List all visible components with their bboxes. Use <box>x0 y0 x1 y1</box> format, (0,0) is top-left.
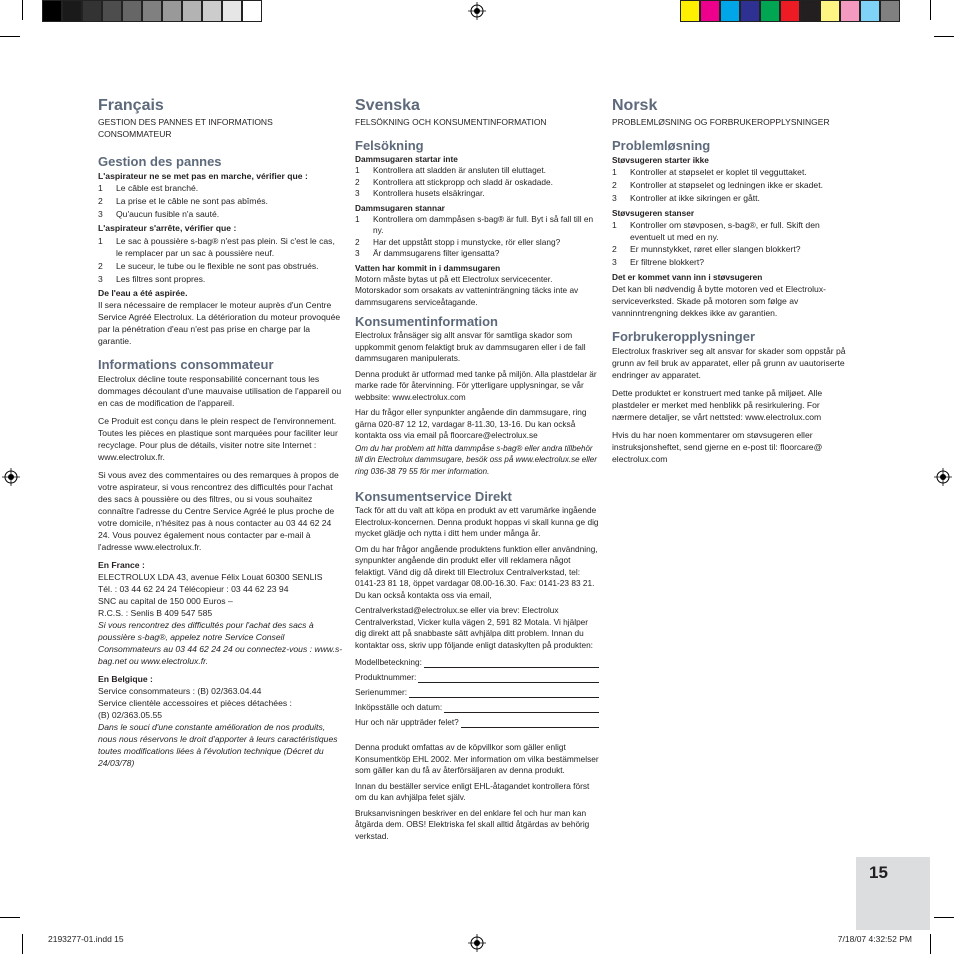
paragraph: Electrolux décline toute responsabilité concernant tous les dommages découlant d'une mauvaise utilisation de l'appareil ou en cas de modification de l'appareil. <box>98 374 342 408</box>
paragraph: Tack för att du valt att köpa en produkt av ett varumärke ingående Electrolux-koncernen. Denna produkt hoppas vi skall kunna ge dig mycket glädje och nytta i ditt hem under många år. <box>355 505 599 538</box>
list-item: 2 Har det uppstått stopp i munstycke, rör eller slang? <box>355 236 561 247</box>
form-field-product-number: Produktnummer: <box>355 672 599 683</box>
paragraph: Denna produkt är utformad med tanke på miljön. Alla plastdelar är marke rade för återvinning. För ytterligare upplysningar, se vår webbsite: www.electrolux.com <box>355 368 597 402</box>
list-item: 3 Les filtres sont propres. <box>98 274 206 284</box>
section-heading: Gestion des pannes <box>98 154 222 169</box>
address-line: R.C.S. : Senlis B 409 547 585 <box>98 608 213 618</box>
note: Si vous rencontrez des difficultés pour l'achat des sacs à poussière s-bag®, appelez notre Service Conseil Consommateurs au 03 44 62 24 24 ou connectez-vous : www.s-bag.net ou www.electrolux.fr. <box>98 620 343 666</box>
color-swatch <box>760 0 780 22</box>
color-swatch <box>42 0 62 22</box>
crop-mark <box>22 934 23 954</box>
section-heading: Konsumentinformation <box>355 314 498 329</box>
list-item: 2 Kontrollera att stickpropp och sladd är oskadade. <box>355 176 553 187</box>
registration-mark-icon <box>468 2 486 20</box>
color-swatch <box>840 0 860 22</box>
list-item: 3 Kontroller at ikke sikringen er gått. <box>612 193 760 203</box>
column-norwegian <box>612 96 852 465</box>
color-swatch <box>720 0 740 22</box>
form-field-fault: Hur och när uppträder felet? <box>355 717 599 728</box>
color-swatch <box>102 0 122 22</box>
question: Det er kommet vann inn i støvsugeren <box>612 272 763 282</box>
list-item: 3 Er filtrene blokkert? <box>612 257 705 267</box>
address-line: SNC au capital de 150 000 Euros – <box>98 596 233 606</box>
color-swatch <box>800 0 820 22</box>
color-swatch <box>860 0 880 22</box>
form-field-purchase: Inköpsställe och datum: <box>355 702 599 713</box>
page-number: 15 <box>869 863 888 882</box>
paragraph: par la pénétration d'eau n'est pas prise en charge par la garantie. <box>98 324 311 346</box>
paragraph: Ce Produit est conçu dans le plein respect de l'environnement. Toutes les pièces en plastique sont marquées pour faciliter leur recyclage. Pour plus de détails, visiter notre site Internet : www.electrolux.fr. <box>98 416 338 462</box>
contact-heading: En Belgique : <box>98 674 153 684</box>
list-item: 2 Kontroller at støpselet og ledningen ikke er skadet. <box>612 180 823 190</box>
column-french <box>98 96 343 769</box>
section-heading: Informations consommateur <box>98 357 274 372</box>
list-item: 2 Er munnstykket, røret eller slangen blokkert? <box>612 244 801 254</box>
crop-mark <box>0 36 20 37</box>
crop-mark <box>22 0 23 20</box>
crop-mark <box>930 934 931 954</box>
color-swatch <box>700 0 720 22</box>
color-swatch <box>82 0 102 22</box>
paragraph: Service Agréé Electrolux. La détérioration du moteur provoquée <box>98 312 341 322</box>
color-swatch <box>780 0 800 22</box>
slug-filename: 2193277-01.indd 15 <box>48 934 124 944</box>
address-line: (B) 02/363.05.55 <box>98 710 163 720</box>
question: De l'eau a été aspirée. <box>98 288 188 298</box>
form-field-model: Modellbeteckning: <box>355 657 599 668</box>
paragraph: Innan du beställer service enligt EHL-åtagandet kontrollera först om du kan avhjälpa felet själv. <box>355 780 590 802</box>
language-subtitle: PROBLEMLØSNING OG FORBRUKEROPPLYSNINGER <box>612 117 830 127</box>
list-item: 3 Qu'aucun fusible n'a sauté. <box>98 209 220 219</box>
note: Om du har problem att hitta dammpåse s-bag® eller andra tillbehör till din Electrolux dammsugare, besök oss på www.electrolux.se eller ring 036-38 79 55 för mer information. <box>355 443 597 476</box>
paragraph: Bruksanvisningen beskriver en del enklare fel och hur man kan åtgärda dem. OBS! Elektriska fel skall alltid åtgärdas av behörig verkstad. <box>355 807 590 841</box>
color-swatch <box>242 0 262 22</box>
crop-mark <box>934 917 954 918</box>
paragraph: Om du har frågor angående produktens funktion eller användning, synpunkter angående din produkt eller vill reklamera något felaktigt. Vänd dig då direkt till Electrolux Centralverkstad, tel: 0141-23 81 18, öppet vardagar 08.00-16.30. Fax: 0141-23 83 21. Du kan också kontakta oss via email, <box>355 543 598 600</box>
color-swatch <box>202 0 222 22</box>
form-field-serial-number: Serienummer: <box>355 687 599 698</box>
section-heading: Problemløsning <box>612 138 711 153</box>
question: L'aspirateur s'arrête, vérifier que : <box>98 223 237 233</box>
language-title: Svenska <box>355 97 420 114</box>
list-item: 1 Kontrollera att sladden är ansluten till eluttaget. <box>355 165 546 175</box>
page-number-box <box>856 857 930 930</box>
crop-mark <box>934 36 954 37</box>
color-swatch <box>880 0 900 22</box>
paragraph: Det kan bli nødvendig å bytte motoren ved et Electrolux-serviceverksted. Skade på motoren som følge av vanninntrengning dekkes ikke av garantien. <box>612 284 827 318</box>
list-item: 1 Kontroller om støvposen, s-bag®, er full. Skift den eventuelt ut med en ny. <box>612 220 820 242</box>
question: Støvsugeren starter ikke <box>612 155 709 165</box>
section-heading: Felsökning <box>355 138 424 153</box>
question: Vatten har kommit in i dammsugaren <box>355 262 501 273</box>
paragraph: Hvis du har noen kommentarer om støvsugeren eller instruksjonsheftet, send gjerne en e-post til: floorcare@ electrolux.com <box>612 430 823 464</box>
registration-mark-icon <box>934 468 952 486</box>
list-item: 2 La prise et le câble ne sont pas abîmés. <box>98 196 268 206</box>
language-subtitle: FELSÖKNING OCH KONSUMENTINFORMATION <box>355 117 547 127</box>
section-heading: Forbrukeropplysninger <box>612 329 756 344</box>
color-swatch <box>182 0 202 22</box>
question: Dammsugaren stannar <box>355 202 445 213</box>
section-heading: Konsumentservice Direkt <box>355 489 512 504</box>
paragraph: Har du frågor eller synpunkter angående din dammsugare, ring gärna 020-87 12 12, vardagar 8-11.30, 13-16. Du kan också kontakta oss via email på floorcare@electrolux.se <box>355 407 587 440</box>
paragraph: Dette produktet er konstruert med tanke på miljøet. Alle plastdeler er merket med henblikk på resirkulering. For nærmere detaljer, se vårt nettsted: www.electrolux.com <box>612 388 823 422</box>
color-swatch <box>680 0 700 22</box>
list-item: 1 Le sac à poussière s-bag® n'est pas plein. Si c'est le cas, le remplacer par un sac à poussière neuf. <box>98 236 335 258</box>
slug-timestamp: 7/18/07 4:32:52 PM <box>837 934 912 944</box>
color-swatch <box>142 0 162 22</box>
question: Støvsugeren stanser <box>612 208 695 218</box>
color-swatch <box>740 0 760 22</box>
list-item: 1 Kontrollera om dammpåsen s-bag® är full. Byt i så fall till en ny. <box>355 213 594 235</box>
question: Dammsugaren startar inte <box>355 154 458 164</box>
language-subtitle: GESTION DES PANNES ET INFORMATIONS CONSOMMATEUR <box>98 117 273 139</box>
gray-color-bar <box>42 0 262 22</box>
registration-mark-icon <box>2 468 20 486</box>
list-item: 1 Le câble est branché. <box>98 183 199 193</box>
paragraph: Centralverkstad@electrolux.se eller via brev: Electrolux Centralverkstad, Vicker kulla vägen 2, 591 82 Motala. Vi hjälper dig direkt att på snabbaste sätt avhjälpa ditt problem. Innan du kontaktar oss, skriv upp följande enligt dataskylten på produkten: <box>355 605 593 650</box>
address-line: Tél. : 03 44 62 24 24 Télécopieur : 03 44 62 23 94 <box>98 584 289 594</box>
list-item: 3 Är dammsugarens filter igensatta? <box>355 248 500 258</box>
question: L'aspirateur ne se met pas en marche, vérifier que : <box>98 171 308 181</box>
color-swatch <box>122 0 142 22</box>
color-swatch <box>62 0 82 22</box>
note: Dans le souci d'une constante amélioration de nos produits, nous nous réservons le droit d'apporter à leurs caractéristiques toutes modifications liées à l'évolution technique (Décret du 24/03/78) <box>98 722 338 768</box>
paragraph: Il sera nécessaire de remplacer le moteur auprès d'un Centre <box>98 300 332 310</box>
crop-mark <box>0 917 20 918</box>
crop-mark <box>930 0 931 20</box>
paragraph: Motorn måste bytas ut på ett Electrolux servicecenter. Motorskador som orsakats av vatteninträngning täcks inte av dammsugarens serviceåtagande. <box>355 273 579 307</box>
color-swatch <box>222 0 242 22</box>
language-title: Norsk <box>612 97 658 114</box>
color-swatch <box>162 0 182 22</box>
list-item: 1 Kontroller at støpselet er koplet til vegguttaket. <box>612 167 807 177</box>
paragraph: Si vous avez des commentaires ou des remarques à propos de votre aspirateur, si vous rencontrez des difficultés pour l'achat des sacs à poussière ou des filtres, ou si vous souhaitez connaître l'adresse du Centre Service Agréé le plus proche de votre domicile, n'hésitez pas à nous contacter au 03 44 62 24 24. Vous pouvez également nous contacter par e-mail à l'adresse www.electrolux.fr. <box>98 470 339 552</box>
paragraph: Electrolux frånsäger sig allt ansvar för samtliga skador som uppkommit genom felaktigt bruk av dammsugaren eller i de fall dammsugaren manipulerats. <box>355 330 586 363</box>
contact-heading: En France : <box>98 560 145 570</box>
address-line: Service clientèle accessoires et pièces détachées : <box>98 698 292 708</box>
language-title: Français <box>98 97 164 114</box>
paragraph: Denna produkt omfattas av de köpvillkor som gäller enligt Konsumentköp EHL 2002. Mer information om vilka bestämmelser som gäller kan du få av återförsäljaren av denna produkt. <box>355 742 599 775</box>
address-line: ELECTROLUX LDA 43, avenue Félix Louat 60300 SENLIS <box>98 572 323 582</box>
process-color-bar <box>680 0 900 22</box>
paragraph: Electrolux fraskriver seg alt ansvar for skader som oppstår på grunn av feil bruk av apparatet, eller på grunn av uautoriserte endringer av apparatet. <box>612 346 846 380</box>
list-item: 3 Kontrollera husets elsäkringar. <box>355 188 485 198</box>
registration-mark-icon <box>468 934 486 952</box>
list-item: 2 Le suceur, le tube ou le flexible ne sont pas obstrués. <box>98 261 319 271</box>
address-line: Service consommateurs : (B) 02/363.04.44 <box>98 686 262 696</box>
color-swatch <box>820 0 840 22</box>
column-swedish <box>355 96 600 842</box>
